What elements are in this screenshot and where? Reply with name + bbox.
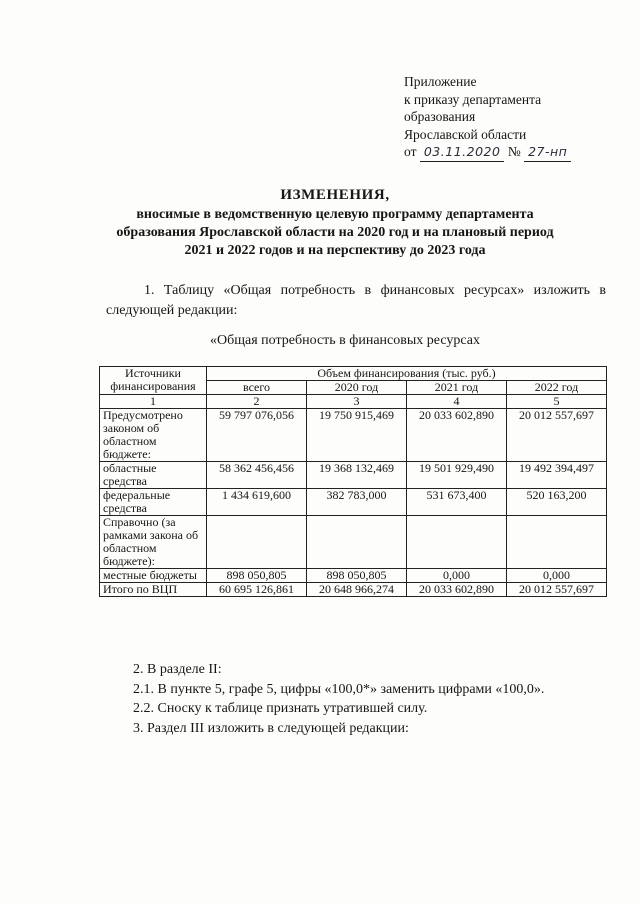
paragraph-2: 2. В разделе II: — [133, 662, 222, 677]
table-row — [100, 489, 607, 516]
col-header: 2021 год — [407, 381, 507, 395]
row-label: Итого по ВЦП — [100, 583, 207, 597]
cell-value: 898 050,805 — [307, 569, 407, 583]
cell-value — [207, 516, 307, 569]
col-number: 3 — [307, 395, 407, 409]
table-row — [100, 569, 607, 583]
cell-value: 19 501 929,490 — [407, 462, 507, 489]
col-number: 2 — [207, 395, 307, 409]
table-header-row — [100, 367, 607, 381]
table-row — [100, 462, 607, 489]
order-date-number — [404, 143, 624, 162]
cell-value: 58 362 456,456 — [207, 462, 307, 489]
financing-table — [99, 366, 607, 597]
cell-value: 20 033 602,890 — [407, 409, 507, 462]
table-caption: «Общая потребность в финансовых ресурсах — [210, 333, 480, 348]
row-label: федеральные средства — [100, 489, 207, 516]
cell-value: 531 673,400 — [407, 489, 507, 516]
handwritten-date: 03.11.2020 — [420, 143, 505, 162]
cell-value — [507, 516, 607, 569]
appendix-line: к приказу департамента — [404, 91, 542, 107]
closing-paragraphs — [133, 660, 613, 738]
date-prefix: от — [404, 144, 417, 159]
cell-value: 0,000 — [507, 569, 607, 583]
col-number: 5 — [507, 395, 607, 409]
cell-value — [407, 516, 507, 569]
cell-value: 20 012 557,697 — [507, 409, 607, 462]
col-header: всего — [207, 381, 307, 395]
header-source: Источники финансирования — [100, 367, 207, 395]
row-label: Предусмотрено законом об областном бюджете: — [100, 409, 207, 462]
number-prefix: № — [507, 144, 521, 159]
title-main: ИЗМЕНЕНИЯ, — [280, 187, 390, 203]
paragraph-2-1: 2.1. В пункте 5, графе 5, цифры «100,0*» заменить цифрами «100,0». — [133, 681, 545, 697]
appendix-block — [404, 73, 624, 162]
col-header: 2022 год — [507, 381, 607, 395]
cell-value — [307, 516, 407, 569]
appendix-line: Приложение — [404, 74, 477, 89]
table-row — [100, 516, 607, 569]
title-subtitle-line: 2021 и 2022 годов и на перспективу до 2023 года — [184, 243, 486, 258]
cell-value: 60 695 126,861 — [207, 583, 307, 597]
paragraph-3: 3. Раздел III изложить в следующей редакции: — [133, 720, 409, 736]
col-number: 4 — [407, 395, 507, 409]
cell-value: 520 163,200 — [507, 489, 607, 516]
col-header: 2020 год — [307, 381, 407, 395]
cell-value: 20 033 602,890 — [407, 583, 507, 597]
col-number-row — [100, 395, 607, 409]
table-total-row — [100, 583, 607, 597]
handwritten-number: 27-нп — [524, 143, 571, 162]
cell-value: 19 750 915,469 — [307, 409, 407, 462]
cell-value: 59 797 076,056 — [207, 409, 307, 462]
title-subtitle-line: вносимые в ведомственную целевую программу департамента — [136, 207, 534, 222]
cell-value: 20 648 966,274 — [307, 583, 407, 597]
col-number: 1 — [100, 395, 207, 409]
paragraph-2-2: 2.2. Сноску к таблице признать утратившей силу. — [133, 701, 428, 716]
table-row — [100, 409, 607, 462]
header-volume: Объем финансирования (тыс. руб.) — [207, 367, 607, 381]
cell-value: 382 783,000 — [307, 489, 407, 516]
row-label: местные бюджеты — [100, 569, 207, 583]
document-title — [80, 187, 590, 260]
cell-value: 19 368 132,469 — [307, 462, 407, 489]
paragraph-1: 1. Таблицу «Общая потребность в финансовых ресурсах» изложить в следующей редакции: — [106, 283, 606, 318]
appendix-line: Ярославской области — [404, 126, 527, 142]
cell-value: 19 492 394,497 — [507, 462, 607, 489]
cell-value: 1 434 619,600 — [207, 489, 307, 516]
title-subtitle-line: образования Ярославской области на 2020 год и на плановый период — [116, 225, 554, 240]
cell-value: 20 012 557,697 — [507, 583, 607, 597]
row-label: областные средства — [100, 462, 207, 489]
row-label: Справочно (за рамками закона об областном бюджете): — [100, 516, 207, 569]
appendix-line: образования — [404, 109, 476, 124]
cell-value: 0,000 — [407, 569, 507, 583]
cell-value: 898 050,805 — [207, 569, 307, 583]
